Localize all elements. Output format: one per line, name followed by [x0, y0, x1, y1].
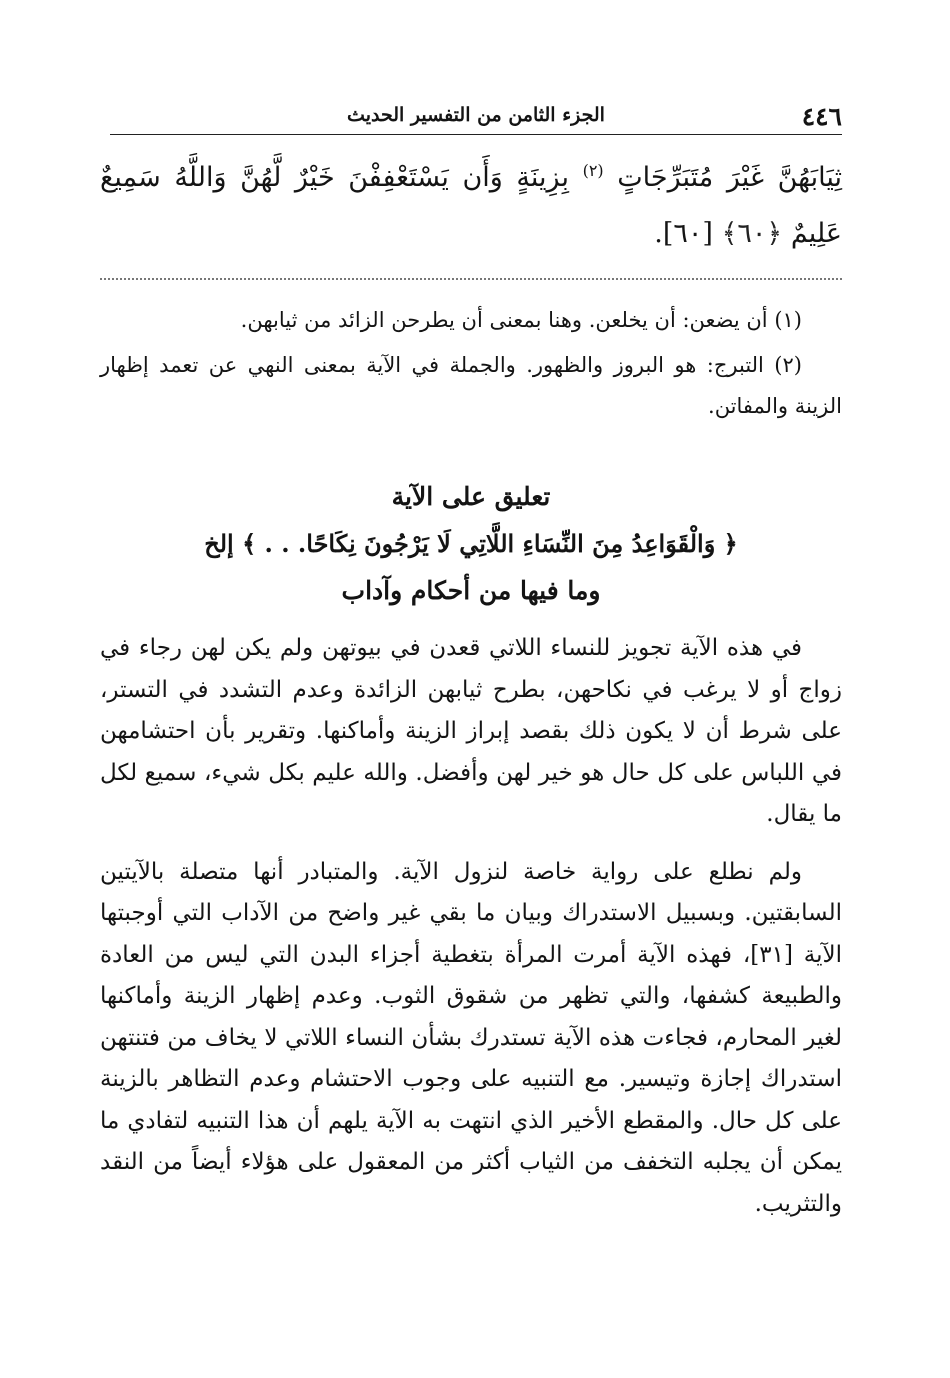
section-title: تعليق على الآية: [391, 482, 551, 511]
footnote: (٢) التبرج: هو البروز والظهور. والجملة في الآية بمعنى النهي عن تعمد إظهار الزينة والمفاتن.: [100, 353, 842, 418]
commentary-body: [100, 628, 842, 1225]
ayah-number-mark: ﴿٦٠﴾: [721, 218, 783, 249]
page-number: ٤٤٦: [801, 102, 842, 131]
ayah-reference: [٦٠].: [654, 218, 713, 249]
verse-text-part1: ثِيَابَهُنَّ غَيْرَ مُتَبَرِّجَاتٍ: [617, 162, 842, 193]
page-header: [110, 98, 842, 135]
footnotes: [100, 300, 842, 427]
footnote: (١) أن يضعن: أن يخلعن. وهنا بمعنى أن يطرحن الزائد من ثيابهن.: [240, 308, 802, 332]
footnote-reference: (٢): [582, 161, 604, 180]
footnote-separator: [100, 278, 842, 280]
section-verse-quote: ﴿ وَالْقَوَاعِدُ مِنَ النِّسَاءِ اللَّاتِي لَا يَرْجُونَ نِكَاحًا. . . ﴾ إلخ: [204, 529, 738, 558]
paragraph: ولم نطلع على رواية خاصة لنزول الآية. والمتبادر أنها متصلة بالآيتين السابقتين. وبسبيل الاستدراك وبيان ما بقي غير واضح من الآداب التي أوجبتها الآية [٣١]، فهذه الآية أمرت المرأة بتغطية أجزاء البدن التي ليس من العادة والطبيعة كشفها، والتي تظهر من شقوق الثوب. وعدم إظهار الزينة وأماكنها لغير المحارم، فجاءت هذه الآية تستدرك بشأن النساء اللاتي لا يخاف من فتنتهن استدراك إجازة وتيسير. مع التنبيه على وجوب الاحتشام وعدم التظاهر بالزينة على كل حال. والمقطع الأخير الذي انتهت به الآية يلهم أن هذا التنبيه لتفادي ما يمكن أن يجلبه التخفف من الثياب أكثر من المعقول على هؤلاء أيضاً من النقد والتثريب.: [100, 858, 842, 1217]
quran-verse-continuation: [100, 150, 842, 262]
running-title: الجزء الثامن من التفسير الحديث: [347, 104, 605, 126]
section-heading: [100, 474, 842, 614]
paragraph: في هذه الآية تجويز للنساء اللاتي قعدن في بيوتهن ولم يكن لهن رجاء في زواج أو لا يرغب في نكاحهن، بطرح ثيابهن الزائدة وعدم التشدد في التستر، على شرط أن لا يكون ذلك بقصد إبراز الزينة وأماكنها. وتقرير بأن احتشامهن في اللباس على كل حال هو خير لهن وأفضل. والله عليم بكل شيء، سميع لكل ما يقال.: [100, 635, 842, 827]
section-subtitle: وما فيها من أحكام وآداب: [341, 576, 601, 605]
verse-text-part2: بِزِينَةٍ وَأَن يَسْتَعْفِفْنَ خَيْرٌ لَّهُنَّ وَاللَّهُ سَمِيعٌ عَلِيمٌ: [100, 162, 842, 249]
